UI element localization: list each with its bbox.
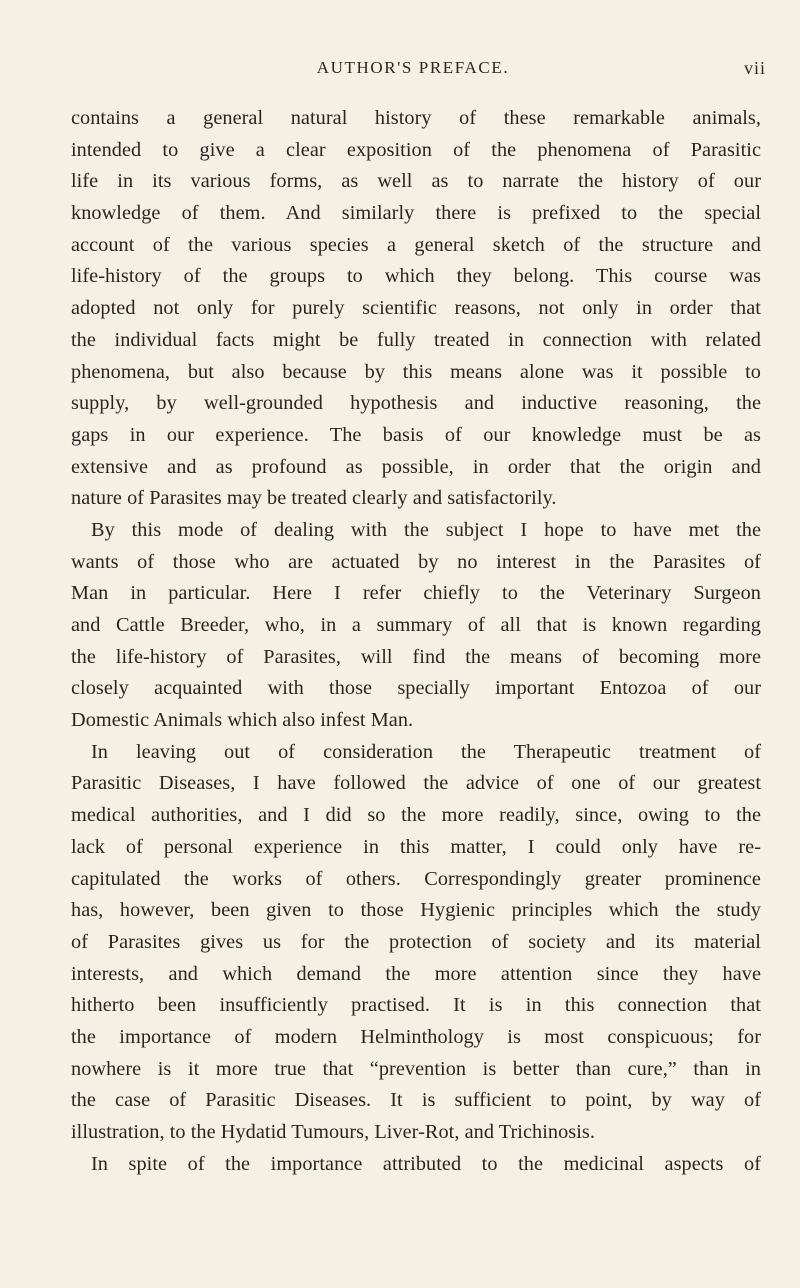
text-line: life-history of the groups to which they belong. This course was: [71, 265, 761, 288]
body-text: [71, 103, 761, 1180]
text-line: hitherto been insufficiently practised. It is in this connection that: [71, 994, 761, 1017]
text-line: has, however, been given to those Hygienic principles which the study: [71, 899, 761, 922]
text-line: nature of Parasites may be treated clearly and satisfactorily.: [71, 487, 557, 510]
text-line: nowhere is it more true that “prevention is better than cure,” than in: [71, 1057, 761, 1080]
running-title: AUTHOR'S PREFACE.: [316, 58, 510, 77]
text-line: supply, by well-grounded hypothesis and inductive reasoning, the: [71, 392, 761, 415]
running-head: [60, 58, 766, 86]
text-line: medical authorities, and I did so the more readily, since, owing to the: [71, 804, 761, 827]
text-line: the individual facts might be fully treated in connection with related: [71, 328, 761, 351]
text-line: Domestic Animals which also infest Man.: [71, 709, 414, 732]
text-line: closely acquainted with those specially important Entozoa of our: [71, 677, 761, 700]
text-line: illustration, to the Hydatid Tumours, Liver-Rot, and Trichinosis.: [71, 1121, 595, 1143]
text-line: capitulated the works of others. Correspondingly greater prominence: [71, 867, 761, 890]
text-line: wants of those who are actuated by no interest in the Parasites of: [71, 550, 761, 573]
text-line: phenomena, but also because by this means alone was it possible to: [71, 360, 761, 383]
text-line: Parasitic Diseases, I have followed the advice of one of our greatest: [71, 772, 761, 795]
text-line: In leaving out of consideration the Therapeutic treatment of: [91, 740, 761, 763]
text-line: interests, and which demand the more attention since they have: [71, 962, 761, 985]
text-line: adopted not only for purely scientific reasons, not only in order that: [71, 297, 761, 320]
text-line: In spite of the importance attributed to the medicinal aspects of: [91, 1152, 761, 1175]
text-line: and Cattle Breeder, who, in a summary of all that is known regarding: [71, 614, 761, 636]
text-line: knowledge of them. And similarly there is prefixed to the special: [71, 202, 761, 225]
text-line: the importance of modern Helminthology is most conspicuous; for: [71, 1025, 761, 1048]
text-line: the life-history of Parasites, will find the means of becoming more: [71, 645, 761, 668]
text-line: intended to give a clear exposition of the phenomena of Parasitic: [71, 138, 761, 161]
text-line: extensive and as profound as possible, in order that the origin and: [71, 455, 761, 478]
text-line: account of the various species a general sketch of the structure and: [71, 233, 761, 256]
text-line: of Parasites gives us for the protection of society and its material: [71, 930, 761, 953]
text-line: the case of Parasitic Diseases. It is sufficient to point, by way of: [71, 1089, 761, 1112]
text-line: gaps in our experience. The basis of our knowledge must be as: [71, 423, 761, 446]
page-number: vii: [743, 58, 766, 78]
text-line: lack of personal experience in this matter, I could only have re-: [71, 835, 761, 858]
text-line: Man in particular. Here I refer chiefly to the Veterinary Surgeon: [71, 582, 761, 605]
text-line: By this mode of dealing with the subject I hope to have met the: [91, 518, 761, 541]
text-line: life in its various forms, as well as to narrate the history of our: [71, 170, 761, 193]
text-line: contains a general natural history of these remarkable animals,: [71, 107, 761, 129]
